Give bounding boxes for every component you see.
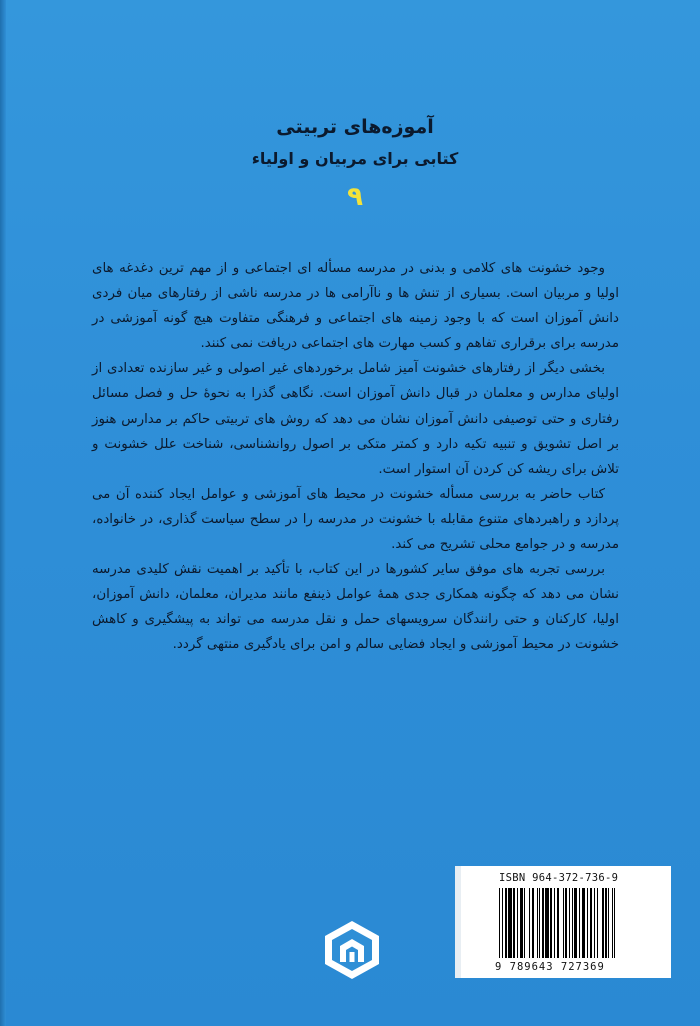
barcode-digits: 9 789643 727369 <box>495 961 605 973</box>
blurb-paragraph-2: بخشی دیگر از رفتارهای خشونت آمیز شامل برخوردهای غیر اصولی و غیر سازنده تعدادی از اولیای مدارس و معلمان در قبال دانش آموزان است. نگاهی گذرا به نحوهٔ حل و فصل مسائل رفتاری و حتی توصیفی دانش آموزان نشان می دهد که روش های تربیتی حاکم بر مدارس هنوز بر اصل تشویق و تنبیه تکیه دارد و کمتر متکی بر اصول روانشناسی، شناخت علل خشونت و تلاش برای ریشه کن کردن آن استوار است. <box>92 361 619 477</box>
barcode-sticker <box>455 866 671 978</box>
blurb-paragraph-1: وجود خشونت های کلامی و بدنی در مدرسه مسأله ای اجتماعی و از مهم ترین دغدغه های اولیا و مربیان است. بسیاری از تنش ها و ناآرامی ها در مدرسه ناشی از رفتارهای میان فردی دانش آموزان است که با وجود زمینه های اجتماعی و فرهنگی متفاوت هیچ گونه آموزشی در مدرسه برای برقراری تفاهم و کسب مهارت های اجتماعی دریافت نمی کنند. <box>92 261 619 352</box>
spine-edge <box>0 0 6 1026</box>
isbn-label: ISBN 964-372-736-9 <box>499 872 619 884</box>
volume-number: ۹ <box>347 182 363 212</box>
barcode-bars <box>499 888 663 958</box>
blurb-paragraph-4: بررسی تجربه های موفق سایر کشورها در این کتاب، با تأکید بر اهمیت نقش کلیدی مدرسه نشان می دهد که چگونه همکاری جدی همهٔ عوامل ذینفع مانند مدیران، معلمان، دانش آموزان، اولیا، کارکنان و حتی رانندگان سرویسهای حمل و نقل مدرسه می تواند به پیشگیری و کاهش خشونت در محیط آموزشی و ایجاد فضایی سالم و امن برای یادگیری منتهی گردد. <box>92 562 619 653</box>
blurb-text <box>92 256 619 658</box>
cover-header <box>120 112 590 212</box>
publisher-logo-icon <box>320 918 384 982</box>
series-title: آموزه‌های تربیتی <box>276 116 434 138</box>
blurb-paragraph-3: کتاب حاضر به بررسی مسأله خشونت در محیط های آموزشی و عوامل ایجاد کننده آن می پردازد و راهبردهای متنوع مقابله با خشونت در مدرسه را در سطح سیاست گذاری، در خانواده، مدرسه و در جوامع محلی تشریح می کند. <box>92 486 619 553</box>
series-subtitle: کتابی برای مربیان و اولیاء <box>251 149 459 168</box>
